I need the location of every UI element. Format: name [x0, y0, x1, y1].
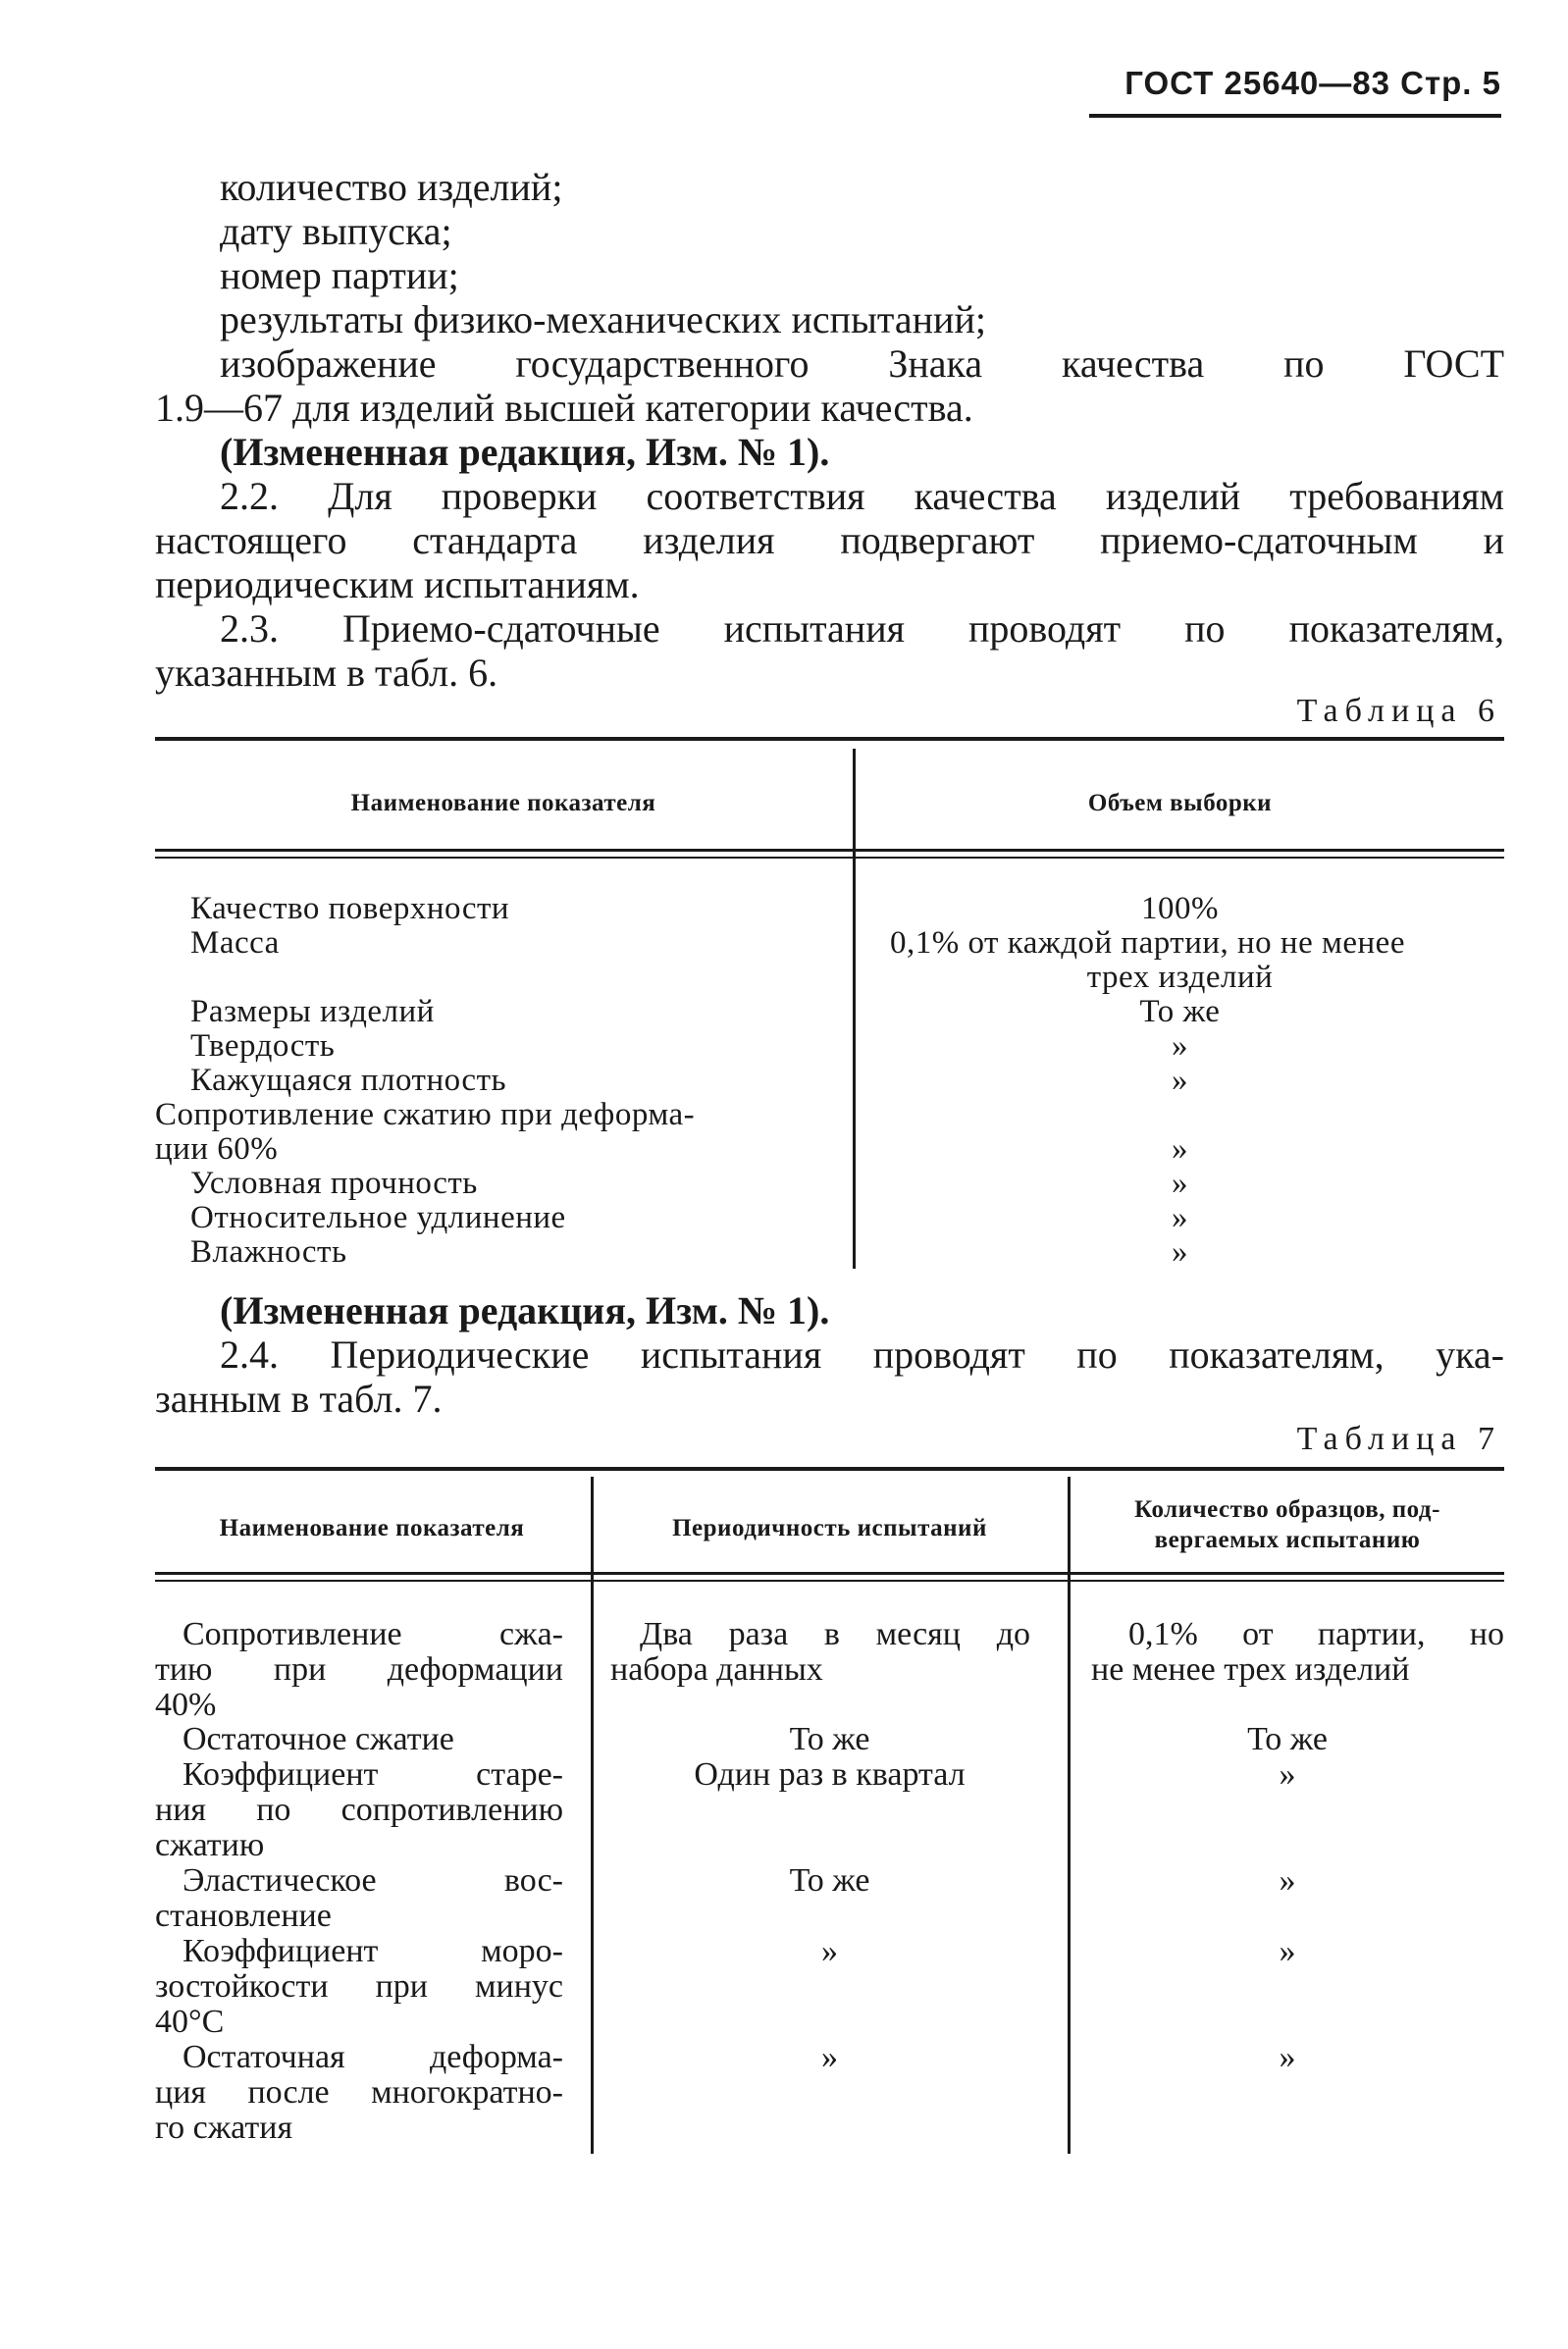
paragraph-2-3-line: 2.3. Приемо-сдаточные испытания проводят по показателям, [220, 606, 1504, 651]
table-row: ции 60% [155, 1131, 279, 1167]
table-cell: » [821, 1933, 838, 1969]
list-item: результаты физико-механических испытаний; [220, 297, 986, 341]
table-6-header-rule [155, 857, 1504, 859]
page-header: ГОСТ 25640—83 Стр. 5 [1124, 65, 1501, 101]
amendment-note: (Измененная редакция, Изм. № 1). [220, 1288, 830, 1332]
table-row: Влажность [190, 1234, 347, 1270]
table-cell: То же [1139, 994, 1221, 1029]
table-row: Эластическое вос- [183, 1862, 563, 1899]
table-cell: Один раз в квартал [694, 1756, 966, 1793]
table-cell: » [1172, 1166, 1188, 1201]
table-cell: » [1172, 1063, 1188, 1098]
table-row: Масса [190, 925, 280, 961]
table-cell: » [1279, 1933, 1296, 1969]
table-7-header-count: вергаемых испытанию [1154, 1527, 1421, 1553]
paragraph-2-2-line: настоящего стандарта изделия подвергают приемо-сдаточным и [155, 518, 1504, 562]
gost-line-1: изображение государственного Знака качества по ГОСТ [220, 341, 1504, 386]
table-cell: набора данных [610, 1651, 823, 1688]
paragraph-2-2-line: периодическим испытаниям. [155, 562, 640, 606]
paragraph-2-2-line: 2.2. Для проверки соответствия качества изделий требованиям [220, 474, 1504, 518]
table-cell: » [1279, 1756, 1296, 1793]
table-row: Твердость [190, 1028, 336, 1064]
amendment-note: (Измененная редакция, Изм. № 1). [220, 430, 830, 474]
table-row: Качество поверхности [190, 891, 510, 926]
table-row: 40% [155, 1687, 217, 1723]
table-6-header-rule [155, 849, 1504, 852]
paragraph-2-4-line: 2.4. Периодические испытания проводят по показателям, ука- [220, 1332, 1504, 1377]
table-cell: То же [1247, 1721, 1328, 1757]
table-cell: » [1279, 2039, 1296, 2075]
table-cell: » [1172, 1234, 1188, 1270]
table-cell: не менее трех изделий [1091, 1651, 1410, 1688]
table-row: Относительное удлинение [190, 1200, 566, 1235]
table-row: го сжатия [155, 2110, 293, 2146]
table-cell: 0,1% от партии, но [1128, 1616, 1504, 1652]
table-cell: То же [789, 1721, 870, 1757]
list-item: номер партии; [220, 253, 459, 297]
table-row: Сопротивление сжа- [183, 1616, 563, 1652]
list-item: количество изделий; [220, 165, 563, 209]
table-cell: » [1279, 1862, 1296, 1899]
table-6-header-sample: Объем выборки [1087, 790, 1273, 816]
table-row: Коэффициент старе- [183, 1756, 563, 1793]
table-6-top-rule [155, 737, 1504, 741]
table-7-header-rule [155, 1572, 1504, 1575]
table-cell: » [1172, 1028, 1188, 1064]
table-cell: То же [789, 1862, 870, 1899]
table-cell: Два раза в месяц до [640, 1616, 1030, 1652]
table-row: сжатию [155, 1827, 265, 1863]
table-row: зостойкости при минус [155, 1968, 563, 2005]
table-cell: 100% [1141, 891, 1219, 926]
table-row: Кажущаяся плотность [190, 1063, 507, 1098]
table-7-header-name: Наименование показателя [219, 1515, 525, 1541]
table-cell: » [1172, 1131, 1188, 1167]
table-7-caption: Таблица 7 [1296, 1421, 1501, 1457]
table-row: Коэффициент моро- [183, 1933, 563, 1969]
table-cell: » [821, 2039, 838, 2075]
table-row: Остаточное сжатие [183, 1721, 454, 1757]
table-cell: 0,1% от каждой партии, но не менее [890, 925, 1405, 961]
intro-text [155, 165, 1504, 695]
table-row: тию при деформации [155, 1651, 563, 1688]
table-6-header-name: Наименование показателя [350, 790, 656, 816]
table-7-top-rule [155, 1467, 1504, 1471]
table-7-header-count: Количество образцов, под- [1134, 1496, 1440, 1523]
mid-text [155, 1288, 1504, 1421]
header-rule [1089, 114, 1501, 118]
table-row: Условная прочность [190, 1166, 478, 1201]
table-row: становление [155, 1898, 332, 1934]
table-cell: » [1172, 1200, 1188, 1235]
table-row: ния по сопротивлению [155, 1792, 563, 1828]
table-row: Остаточная деформа- [183, 2039, 563, 2075]
table-7-header-period: Периодичность испытаний [672, 1515, 987, 1541]
list-item: дату выпуска; [220, 209, 452, 253]
paragraph-2-3-line: указанным в табл. 6. [155, 651, 498, 695]
paragraph-2-4-line: занным в табл. 7. [155, 1377, 443, 1421]
table-row: Размеры изделий [190, 994, 435, 1029]
table-row: 40°С [155, 2004, 225, 2040]
table-row: ция после многократно- [155, 2074, 563, 2111]
table-cell: трех изделий [1086, 960, 1274, 995]
table-7-header-rule [155, 1580, 1504, 1582]
table-row: Сопротивление сжатию при деформа- [155, 1097, 696, 1132]
table-6-caption: Таблица 6 [1296, 693, 1501, 729]
gost-line-2: 1.9—67 для изделий высшей категории качества. [155, 386, 973, 430]
